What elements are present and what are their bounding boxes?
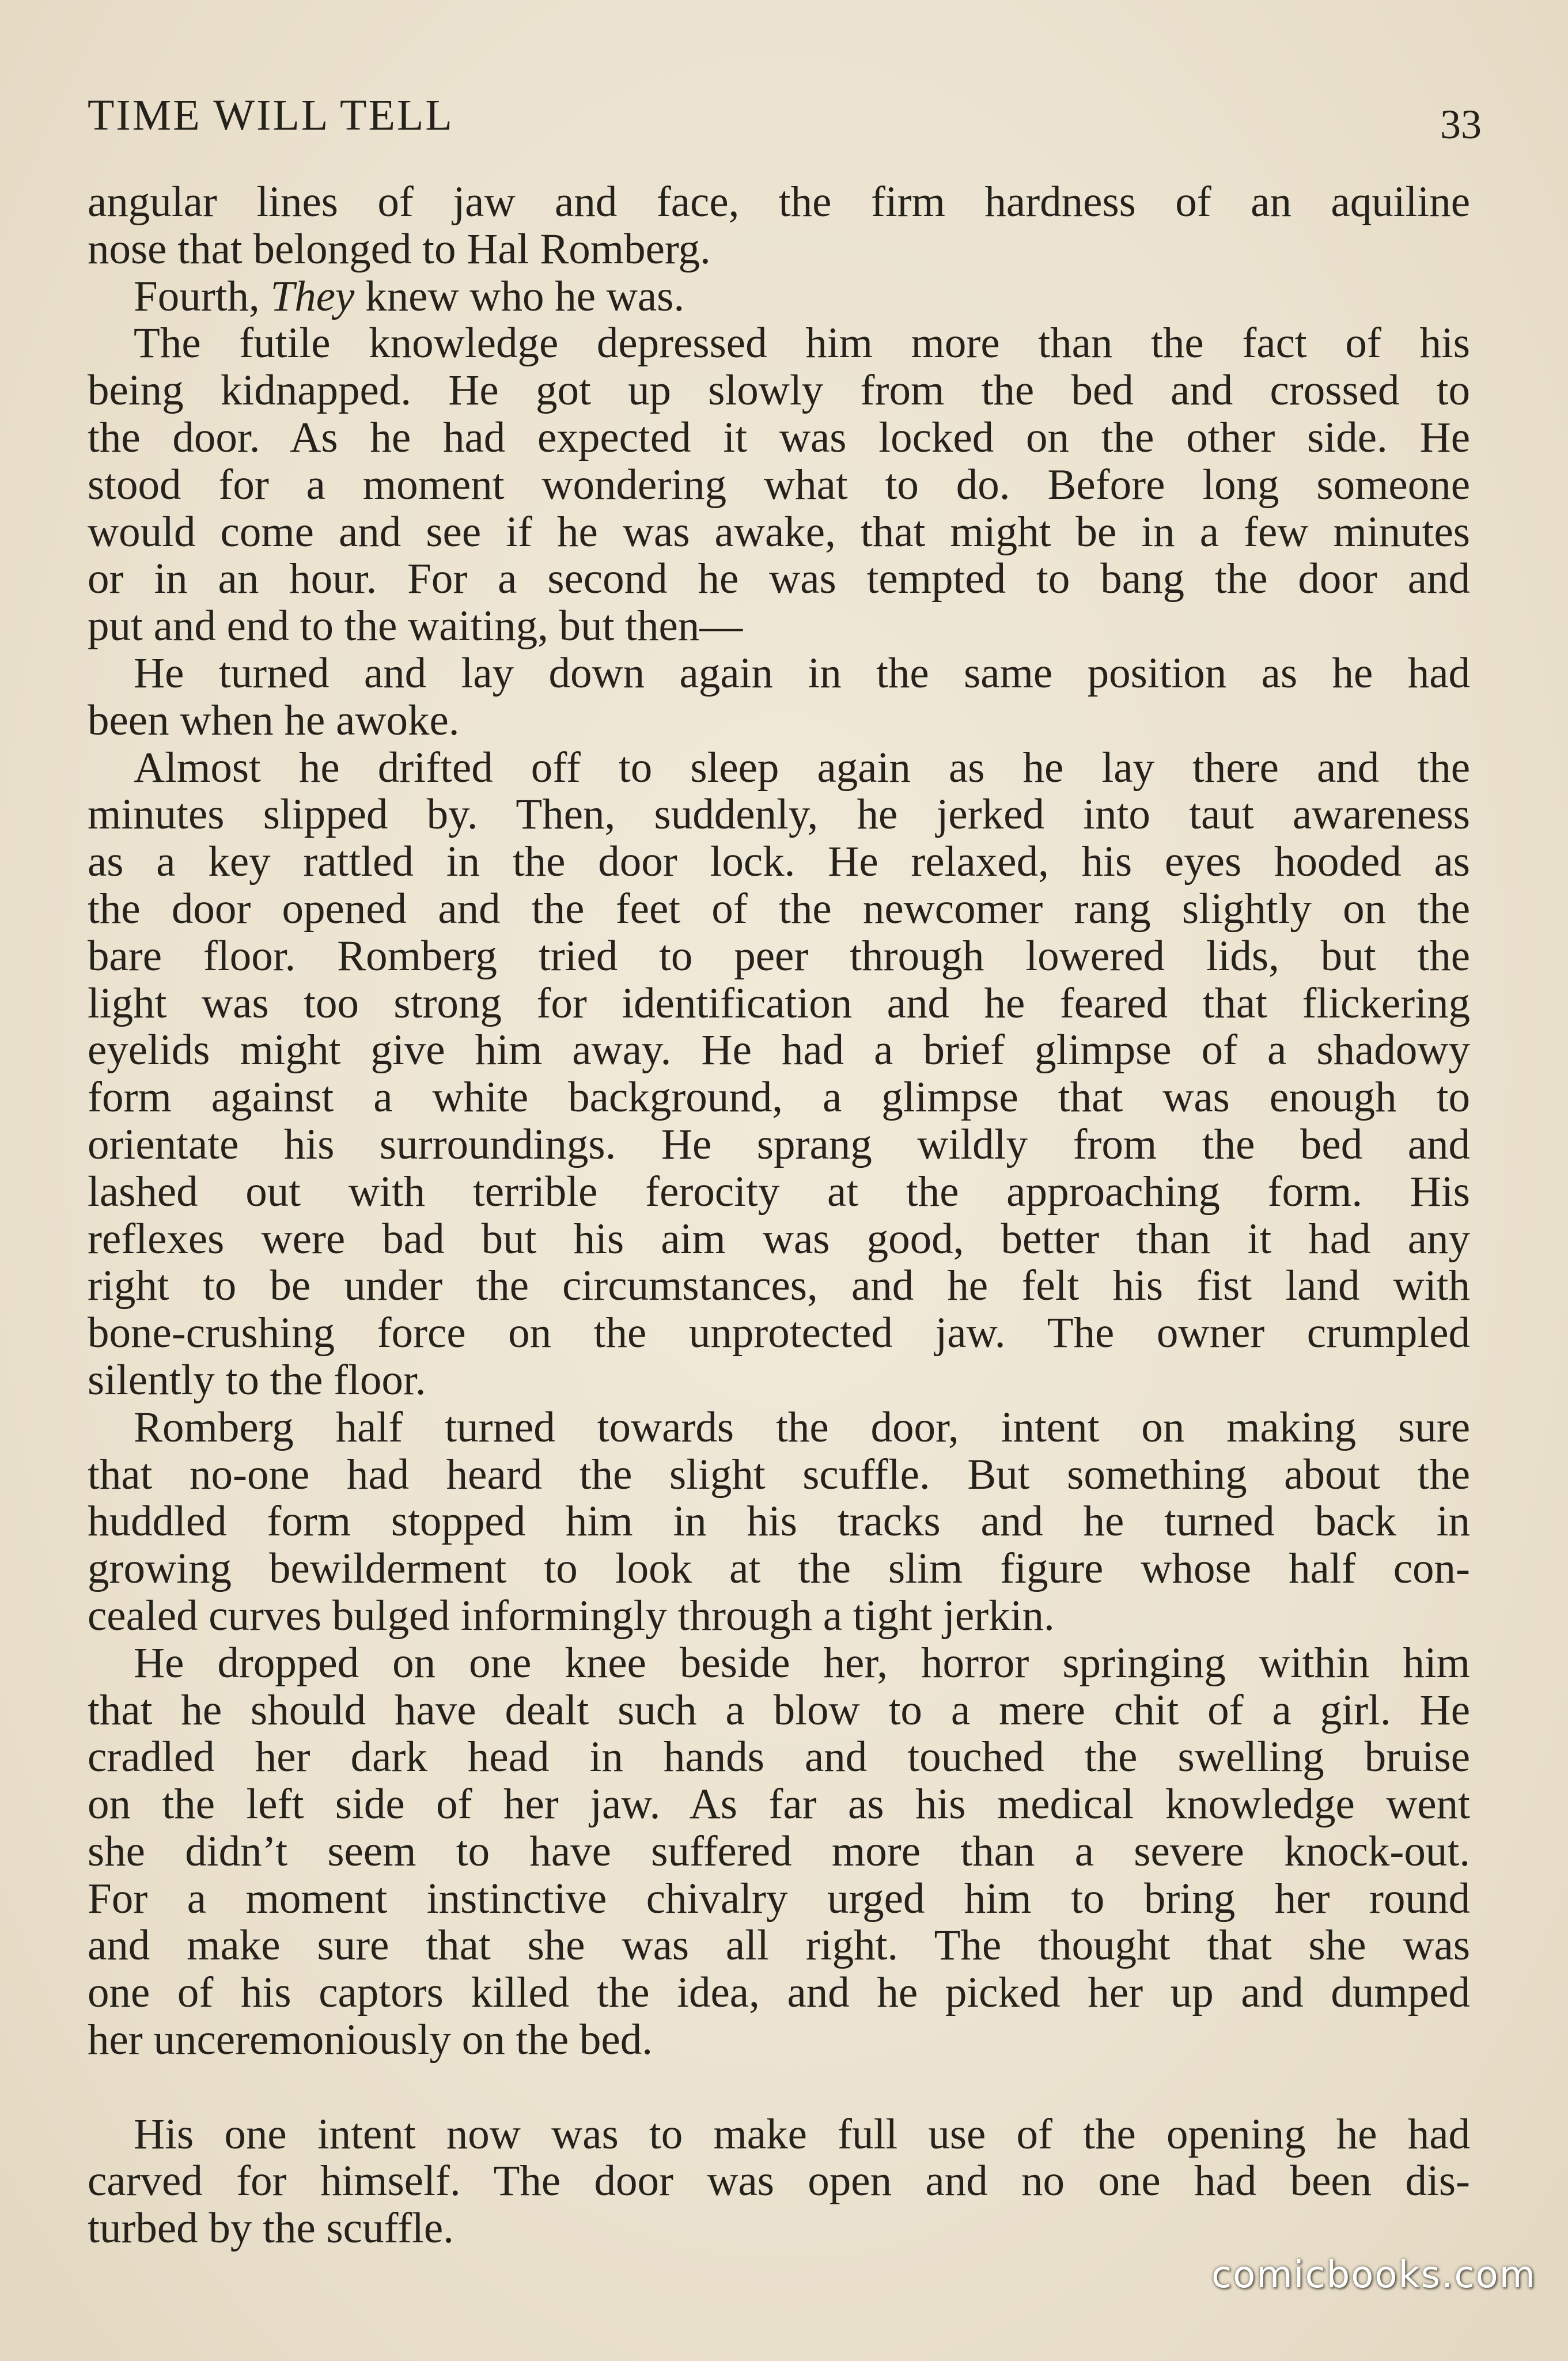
text-line: the door opened and the feet of the newcomer rang slightly on the	[88, 884, 1470, 933]
paragraph	[88, 179, 1470, 273]
page-number: 33	[1440, 101, 1482, 147]
paragraph	[88, 320, 1470, 650]
text-line: or in an hour. For a second he was tempted to bang the door and	[88, 555, 1470, 603]
running-title: TIME WILL TELL	[88, 91, 454, 139]
text-line: For a moment instinctive chivalry urged him to bring her round	[88, 1874, 1470, 1923]
text-line: been when he awoke.	[88, 696, 460, 744]
text-line: that no-one had heard the slight scuffle. But something about the	[88, 1450, 1470, 1499]
paragraph	[88, 2111, 1470, 2252]
section-break	[88, 2064, 1470, 2111]
text-line: the door. As he had expected it was locked on the other side. He	[88, 413, 1470, 461]
text-line: growing bewilderment to look at the slim figure whose half con-	[88, 1545, 1470, 1593]
paragraph	[88, 744, 1470, 1404]
watermark: comicbooks.com	[1211, 2254, 1536, 2296]
text-line: bone-crushing force on the unprotected jaw. The owner crumpled	[88, 1309, 1470, 1357]
text-line: form against a white background, a glimpse that was enough to	[88, 1073, 1470, 1122]
text-line: lashed out with terrible ferocity at the approaching form. His	[88, 1167, 1470, 1216]
page-header	[88, 86, 1482, 156]
text-line: silently to the floor.	[88, 1356, 426, 1404]
paragraph	[88, 1404, 1470, 1640]
text-line: and make sure that she was all right. The thought that she was	[88, 1921, 1470, 1970]
text-line: one of his captors killed the idea, and he picked her up and dumped	[88, 1969, 1470, 2017]
text-line: as a key rattled in the door lock. He relaxed, his eyes hooded as	[88, 838, 1470, 886]
text-line: Romberg half turned towards the door, intent on making sure	[134, 1403, 1470, 1451]
text-line: cradled her dark head in hands and touched the swelling bruise	[88, 1733, 1470, 1781]
emphasis-text: They	[270, 272, 355, 320]
text-line: His one intent now was to make full use of the opening he had	[134, 2110, 1470, 2158]
text-line: stood for a moment wondering what to do. Before long someone	[88, 460, 1470, 509]
body-text	[88, 179, 1470, 2252]
text-line: bare floor. Romberg tried to peer through lowered lids, but the	[88, 932, 1470, 980]
text-run: Fourth,	[134, 272, 271, 320]
text-line: The futile knowledge depressed him more than the fact of his	[134, 319, 1470, 368]
text-line: turbed by the scuffle.	[88, 2204, 454, 2253]
text-line: Almost he drifted off to sleep again as he lay there and the	[134, 743, 1470, 792]
text-line: would come and see if he was awake, that might be in a few minutes	[88, 508, 1470, 556]
text-line: that he should have dealt such a blow to a mere chit of a girl. He	[88, 1686, 1470, 1734]
text-line: minutes slipped by. Then, suddenly, he jerked into taut awareness	[88, 790, 1470, 839]
text-line: He turned and lay down again in the same position as he had	[134, 649, 1470, 697]
text-line	[88, 273, 1470, 320]
text-line: reflexes were bad but his aim was good, better than it had any	[88, 1214, 1470, 1263]
text-line: put and end to the waiting, but then—	[88, 602, 743, 650]
text-line: carved for himself. The door was open and no one had been dis-	[88, 2157, 1470, 2205]
text-line: nose that belonged to Hal Romberg.	[88, 225, 711, 273]
text-line: eyelids might give him away. He had a brief glimpse of a shadowy	[88, 1026, 1470, 1074]
paragraph	[88, 1640, 1470, 2064]
text-line: light was too strong for identification and he feared that flickering	[88, 979, 1470, 1027]
text-line: on the left side of her jaw. As far as his medical knowledge went	[88, 1780, 1470, 1829]
text-line: He dropped on one knee beside her, horror springing within him	[134, 1639, 1470, 1687]
paragraph	[88, 273, 1470, 320]
text-line: huddled form stopped him in his tracks and he turned back in	[88, 1497, 1470, 1546]
text-line: being kidnapped. He got up slowly from the bed and crossed to	[88, 366, 1470, 415]
text-line: right to be under the circumstances, and he felt his fist land with	[88, 1262, 1470, 1310]
paragraph	[88, 650, 1470, 744]
text-line: her unceremoniously on the bed.	[88, 2016, 653, 2064]
text-line: angular lines of jaw and face, the firm hardness of an aquiline	[88, 178, 1470, 226]
text-line: orientate his surroundings. He sprang wildly from the bed and	[88, 1120, 1470, 1168]
text-line: she didn’t seem to have suffered more than a severe knock-out.	[88, 1827, 1470, 1875]
text-run: knew who he was.	[354, 272, 685, 320]
text-line: cealed curves bulged informingly through a tight jerkin.	[88, 1591, 1055, 1640]
